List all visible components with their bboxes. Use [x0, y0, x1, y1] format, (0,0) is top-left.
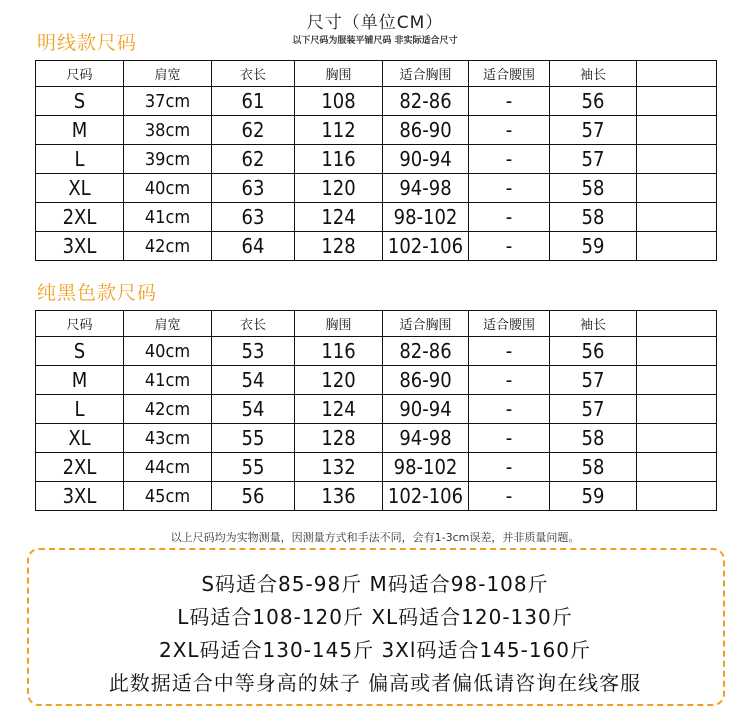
- table-cell: 124: [295, 395, 383, 424]
- table-cell: [637, 116, 717, 145]
- table-cell: 102-106: [383, 232, 469, 261]
- table-cell: 59: [550, 232, 637, 261]
- table-row: [36, 453, 717, 482]
- column-header: 适合胸围: [383, 61, 469, 87]
- column-header: 衣长: [212, 311, 295, 337]
- table-cell: [637, 145, 717, 174]
- table-cell: 43cm: [124, 424, 212, 453]
- table-cell: 44cm: [124, 453, 212, 482]
- table-cell: 42cm: [124, 232, 212, 261]
- table-cell: 54: [212, 395, 295, 424]
- table-cell: 124: [295, 203, 383, 232]
- page-title: 尺寸（单位CM）: [306, 13, 444, 33]
- table-cell: L: [36, 395, 124, 424]
- table-cell: [637, 482, 717, 511]
- column-header: 适合腰围: [469, 311, 550, 337]
- table-cell: 55: [212, 424, 295, 453]
- table-cell: 86-90: [383, 366, 469, 395]
- table-cell: 37cm: [124, 87, 212, 116]
- column-header: 尺码: [36, 311, 124, 337]
- column-header: 适合腰围: [469, 61, 550, 87]
- column-header: 胸围: [295, 61, 383, 87]
- table-cell: 64: [212, 232, 295, 261]
- section-title-mingxian: 明线款尺码: [37, 32, 138, 54]
- table-row: [36, 174, 717, 203]
- table-row: [36, 87, 717, 116]
- table-cell: 38cm: [124, 116, 212, 145]
- recommendation-line: 2XL码适合130-145斤 3Xl码适合145-160斤: [158, 638, 592, 662]
- table-cell: 56: [212, 482, 295, 511]
- table-row: [36, 424, 717, 453]
- table-cell: 94-98: [383, 424, 469, 453]
- table-cell: L: [36, 145, 124, 174]
- table-cell: 102-106: [383, 482, 469, 511]
- table-cell: 57: [550, 395, 637, 424]
- table-cell: -: [469, 232, 550, 261]
- table-cell: 136: [295, 482, 383, 511]
- table-cell: 128: [295, 424, 383, 453]
- table-cell: XL: [36, 424, 124, 453]
- table-cell: -: [469, 482, 550, 511]
- table-row: [36, 116, 717, 145]
- column-header: 胸围: [295, 311, 383, 337]
- table-cell: -: [469, 145, 550, 174]
- table-cell: 120: [295, 174, 383, 203]
- size-table-chunhei: [35, 310, 717, 511]
- table-cell: [637, 87, 717, 116]
- table-cell: 94-98: [383, 174, 469, 203]
- table-row: [36, 232, 717, 261]
- table-cell: 86-90: [383, 116, 469, 145]
- table-header-row: [36, 311, 717, 337]
- table-cell: 58: [550, 453, 637, 482]
- table-cell: -: [469, 453, 550, 482]
- table-cell: 42cm: [124, 395, 212, 424]
- table-row: [36, 366, 717, 395]
- table-cell: -: [469, 395, 550, 424]
- table-cell: 63: [212, 174, 295, 203]
- table-cell: [637, 366, 717, 395]
- table-cell: 82-86: [383, 87, 469, 116]
- table-cell: 59: [550, 482, 637, 511]
- recommendation-line: S码适合85-98斤 M码适合98-108斤: [201, 572, 549, 596]
- table-cell: 40cm: [124, 174, 212, 203]
- table-cell: -: [469, 87, 550, 116]
- table-cell: 58: [550, 174, 637, 203]
- table-cell: 58: [550, 203, 637, 232]
- table-cell: M: [36, 116, 124, 145]
- size-table-mingxian: [35, 60, 717, 261]
- table-cell: 61: [212, 87, 295, 116]
- table-cell: -: [469, 366, 550, 395]
- measurement-note: 以上尺码均为实物测量，因测量方式和手法不同，会有1-3cm误差，并非质量问题。: [170, 531, 580, 544]
- table-cell: 3XL: [36, 232, 124, 261]
- table-row: [36, 337, 717, 366]
- table-cell: [637, 395, 717, 424]
- table-cell: 108: [295, 87, 383, 116]
- table-cell: 56: [550, 337, 637, 366]
- column-header: [637, 61, 717, 87]
- table-cell: 120: [295, 366, 383, 395]
- table-cell: [637, 203, 717, 232]
- table-cell: 63: [212, 203, 295, 232]
- table-cell: 128: [295, 232, 383, 261]
- table-cell: 57: [550, 366, 637, 395]
- table-cell: S: [36, 87, 124, 116]
- table-cell: 3XL: [36, 482, 124, 511]
- table-cell: 90-94: [383, 145, 469, 174]
- table-row: [36, 203, 717, 232]
- column-header: [637, 311, 717, 337]
- table-cell: 41cm: [124, 203, 212, 232]
- table-cell: 55: [212, 453, 295, 482]
- table-cell: -: [469, 424, 550, 453]
- column-header: 衣长: [212, 61, 295, 87]
- table-cell: 41cm: [124, 366, 212, 395]
- table-cell: 40cm: [124, 337, 212, 366]
- column-header: 袖长: [550, 61, 637, 87]
- table-cell: 82-86: [383, 337, 469, 366]
- table-row: [36, 395, 717, 424]
- table-cell: 62: [212, 145, 295, 174]
- table-cell: [637, 232, 717, 261]
- table-cell: 2XL: [36, 453, 124, 482]
- table-cell: -: [469, 174, 550, 203]
- table-cell: M: [36, 366, 124, 395]
- column-header: 尺码: [36, 61, 124, 87]
- table-cell: -: [469, 337, 550, 366]
- table-cell: 54: [212, 366, 295, 395]
- table-cell: 116: [295, 145, 383, 174]
- table-cell: 57: [550, 145, 637, 174]
- table-cell: -: [469, 116, 550, 145]
- column-header: 肩宽: [124, 311, 212, 337]
- table-cell: 132: [295, 453, 383, 482]
- table-cell: [637, 337, 717, 366]
- table-cell: 39cm: [124, 145, 212, 174]
- table-cell: 56: [550, 87, 637, 116]
- table-cell: 2XL: [36, 203, 124, 232]
- table-header-row: [36, 61, 717, 87]
- table-row: [36, 145, 717, 174]
- table-cell: 45cm: [124, 482, 212, 511]
- table-cell: 90-94: [383, 395, 469, 424]
- page-subtitle: 以下尺码为服装平铺尺码 非实际适合尺寸: [292, 36, 458, 46]
- column-header: 适合胸围: [383, 311, 469, 337]
- section-title-chunhei: 纯黑色款尺码: [37, 282, 158, 304]
- table-cell: 62: [212, 116, 295, 145]
- table-cell: [637, 453, 717, 482]
- table-cell: S: [36, 337, 124, 366]
- table-cell: [637, 424, 717, 453]
- recommendation-line: 此数据适合中等身高的妹子 偏高或者偏低请咨询在线客服: [108, 671, 642, 695]
- table-row: [36, 482, 717, 511]
- table-cell: [637, 174, 717, 203]
- table-cell: 112: [295, 116, 383, 145]
- table-cell: 116: [295, 337, 383, 366]
- table-cell: 58: [550, 424, 637, 453]
- recommendation-line: L码适合108-120斤 XL码适合120-130斤: [177, 605, 573, 629]
- table-cell: 98-102: [383, 453, 469, 482]
- column-header: 肩宽: [124, 61, 212, 87]
- table-cell: 53: [212, 337, 295, 366]
- column-header: 袖长: [550, 311, 637, 337]
- table-cell: 98-102: [383, 203, 469, 232]
- table-cell: -: [469, 203, 550, 232]
- table-cell: XL: [36, 174, 124, 203]
- table-cell: 57: [550, 116, 637, 145]
